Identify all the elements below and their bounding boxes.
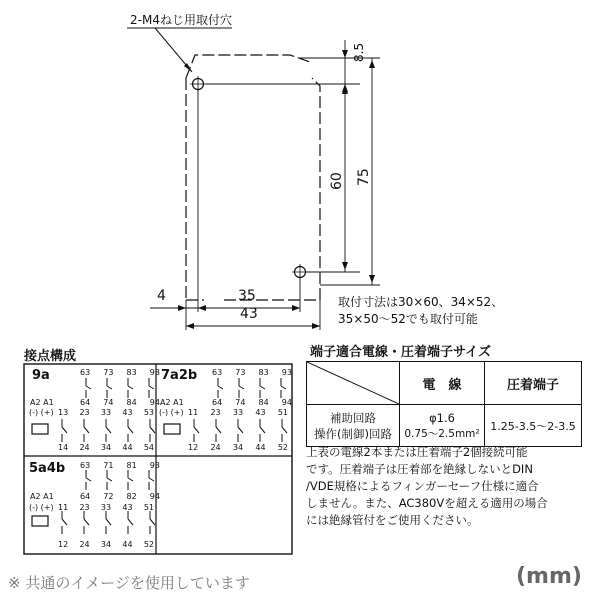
term-11: 11 bbox=[58, 503, 69, 512]
panel-name: 7a2b bbox=[161, 368, 198, 383]
term-33: 33 bbox=[100, 408, 112, 417]
terminal-size: 1.25-3.5～2-3.5 bbox=[485, 405, 582, 447]
term-93: 93 bbox=[149, 461, 160, 470]
row-label-aux: 補助回路 bbox=[330, 410, 376, 425]
row-label-control: 操作(制御)回路 bbox=[314, 426, 392, 441]
contact-panel-7a2b bbox=[156, 364, 292, 456]
wire-diameter: φ1.6 bbox=[429, 410, 455, 425]
term-43: 43 bbox=[255, 408, 266, 417]
note-line-5: には絶縁管付をご使用ください。 bbox=[306, 513, 479, 527]
term-53: 53 bbox=[143, 408, 154, 417]
coil-terminals: A2 A1 bbox=[160, 398, 184, 407]
dim-top: 8.5 bbox=[352, 42, 366, 62]
contacts-title: 接点構成 bbox=[24, 349, 77, 364]
mount-note-1: 取付寸法は30×60、34×52、 bbox=[338, 295, 504, 309]
mounting-hole-bottom bbox=[292, 264, 308, 280]
term-13: 13 bbox=[58, 408, 69, 417]
term-71: 71 bbox=[103, 461, 114, 470]
term-73: 73 bbox=[235, 368, 246, 377]
coil-polarity: (-) (+) bbox=[159, 408, 184, 417]
term-43: 43 bbox=[122, 503, 133, 512]
term-82: 82 bbox=[126, 492, 137, 501]
term-74: 74 bbox=[103, 398, 114, 407]
coil-terminals: A2 A1 bbox=[30, 398, 54, 407]
term-23: 23 bbox=[79, 408, 90, 417]
coil-terminals: A2 A1 bbox=[30, 492, 54, 501]
term-83: 83 bbox=[126, 368, 137, 377]
term-84: 84 bbox=[258, 398, 269, 407]
term-44: 44 bbox=[255, 443, 266, 452]
dim-outer-width: 43 bbox=[240, 306, 258, 322]
term-63: 63 bbox=[80, 368, 91, 377]
term-14: 14 bbox=[58, 443, 69, 452]
term-24: 24 bbox=[79, 540, 90, 549]
note-line-4: しません。また、AC380Vを超える適用の場合 bbox=[306, 496, 548, 510]
note-line-2: です。圧着端子は圧着部を絶縁しないとDIN bbox=[306, 462, 533, 476]
term-64: 64 bbox=[80, 398, 91, 407]
term-54: 54 bbox=[143, 443, 154, 452]
term-52: 52 bbox=[277, 443, 288, 452]
term-34: 34 bbox=[100, 443, 112, 452]
term-63: 63 bbox=[212, 368, 223, 377]
term-34: 34 bbox=[232, 443, 244, 452]
wire-area: 0.75～2.5mm² bbox=[404, 427, 480, 440]
wire-size-cell bbox=[400, 405, 485, 447]
term-81: 81 bbox=[126, 461, 137, 470]
dim-inner-width: 35 bbox=[238, 288, 256, 304]
term-34: 34 bbox=[100, 540, 112, 549]
diagonal-header-cell bbox=[307, 362, 400, 405]
note-line-1: 上表の電線2本または圧着端子2個接続可能 bbox=[306, 445, 528, 459]
coil-polarity: (-) (+) bbox=[29, 503, 54, 512]
notes bbox=[306, 444, 596, 529]
mounting-hole-top bbox=[190, 76, 206, 92]
term-74: 74 bbox=[235, 398, 246, 407]
header-terminal: 圧着端子 bbox=[485, 362, 582, 405]
term-33: 33 bbox=[100, 503, 112, 512]
contact-panel-5a4b bbox=[24, 456, 160, 554]
term-23: 23 bbox=[79, 503, 90, 512]
panel-name: 5a4b bbox=[29, 461, 66, 476]
unit-label: (mm) bbox=[516, 564, 582, 589]
term-33: 33 bbox=[232, 408, 244, 417]
row-label-cell bbox=[307, 405, 400, 447]
term-12: 12 bbox=[58, 540, 69, 549]
term-93: 93 bbox=[149, 368, 160, 377]
contact-panel-9a bbox=[24, 364, 160, 456]
term-72: 72 bbox=[103, 492, 114, 501]
term-44: 44 bbox=[122, 540, 133, 549]
term-83: 83 bbox=[258, 368, 269, 377]
term-73: 73 bbox=[103, 368, 114, 377]
note-line-3: /VDE規格によるフィンガーセーフ仕様に適合 bbox=[306, 479, 539, 493]
term-93: 93 bbox=[281, 368, 292, 377]
dim-left: 4 bbox=[157, 288, 166, 304]
term-94: 94 bbox=[149, 398, 160, 407]
term-52: 52 bbox=[143, 540, 154, 549]
term-64: 64 bbox=[80, 492, 91, 501]
term-12: 12 bbox=[188, 443, 199, 452]
wire-table-title: 端子適合電線・圧着端子サイズ bbox=[310, 345, 491, 360]
term-51: 51 bbox=[277, 408, 288, 417]
term-84: 84 bbox=[126, 398, 137, 407]
term-23: 23 bbox=[210, 408, 221, 417]
term-64: 64 bbox=[212, 398, 223, 407]
term-24: 24 bbox=[79, 443, 90, 452]
coil-polarity: (-) (+) bbox=[29, 408, 54, 417]
dim-outer-height: 75 bbox=[356, 168, 372, 186]
term-43: 43 bbox=[122, 408, 133, 417]
dim-inner-height: 60 bbox=[329, 172, 345, 190]
footer-note: ※ 共通のイメージを使用しています bbox=[8, 574, 250, 592]
wire-table bbox=[306, 361, 582, 447]
mount-note-2: 35×50～52でも取付可能 bbox=[338, 312, 478, 326]
term-51: 51 bbox=[143, 503, 154, 512]
term-94: 94 bbox=[149, 492, 160, 501]
term-11: 11 bbox=[188, 408, 199, 417]
term-94: 94 bbox=[281, 398, 292, 407]
panel-name: 9a bbox=[32, 368, 50, 383]
header-wire: 電 線 bbox=[400, 362, 485, 405]
term-44: 44 bbox=[122, 443, 133, 452]
term-24: 24 bbox=[210, 443, 221, 452]
term-63: 63 bbox=[80, 461, 91, 470]
mounting-hole-label: 2-M4ねじ用取付穴 bbox=[130, 13, 232, 27]
